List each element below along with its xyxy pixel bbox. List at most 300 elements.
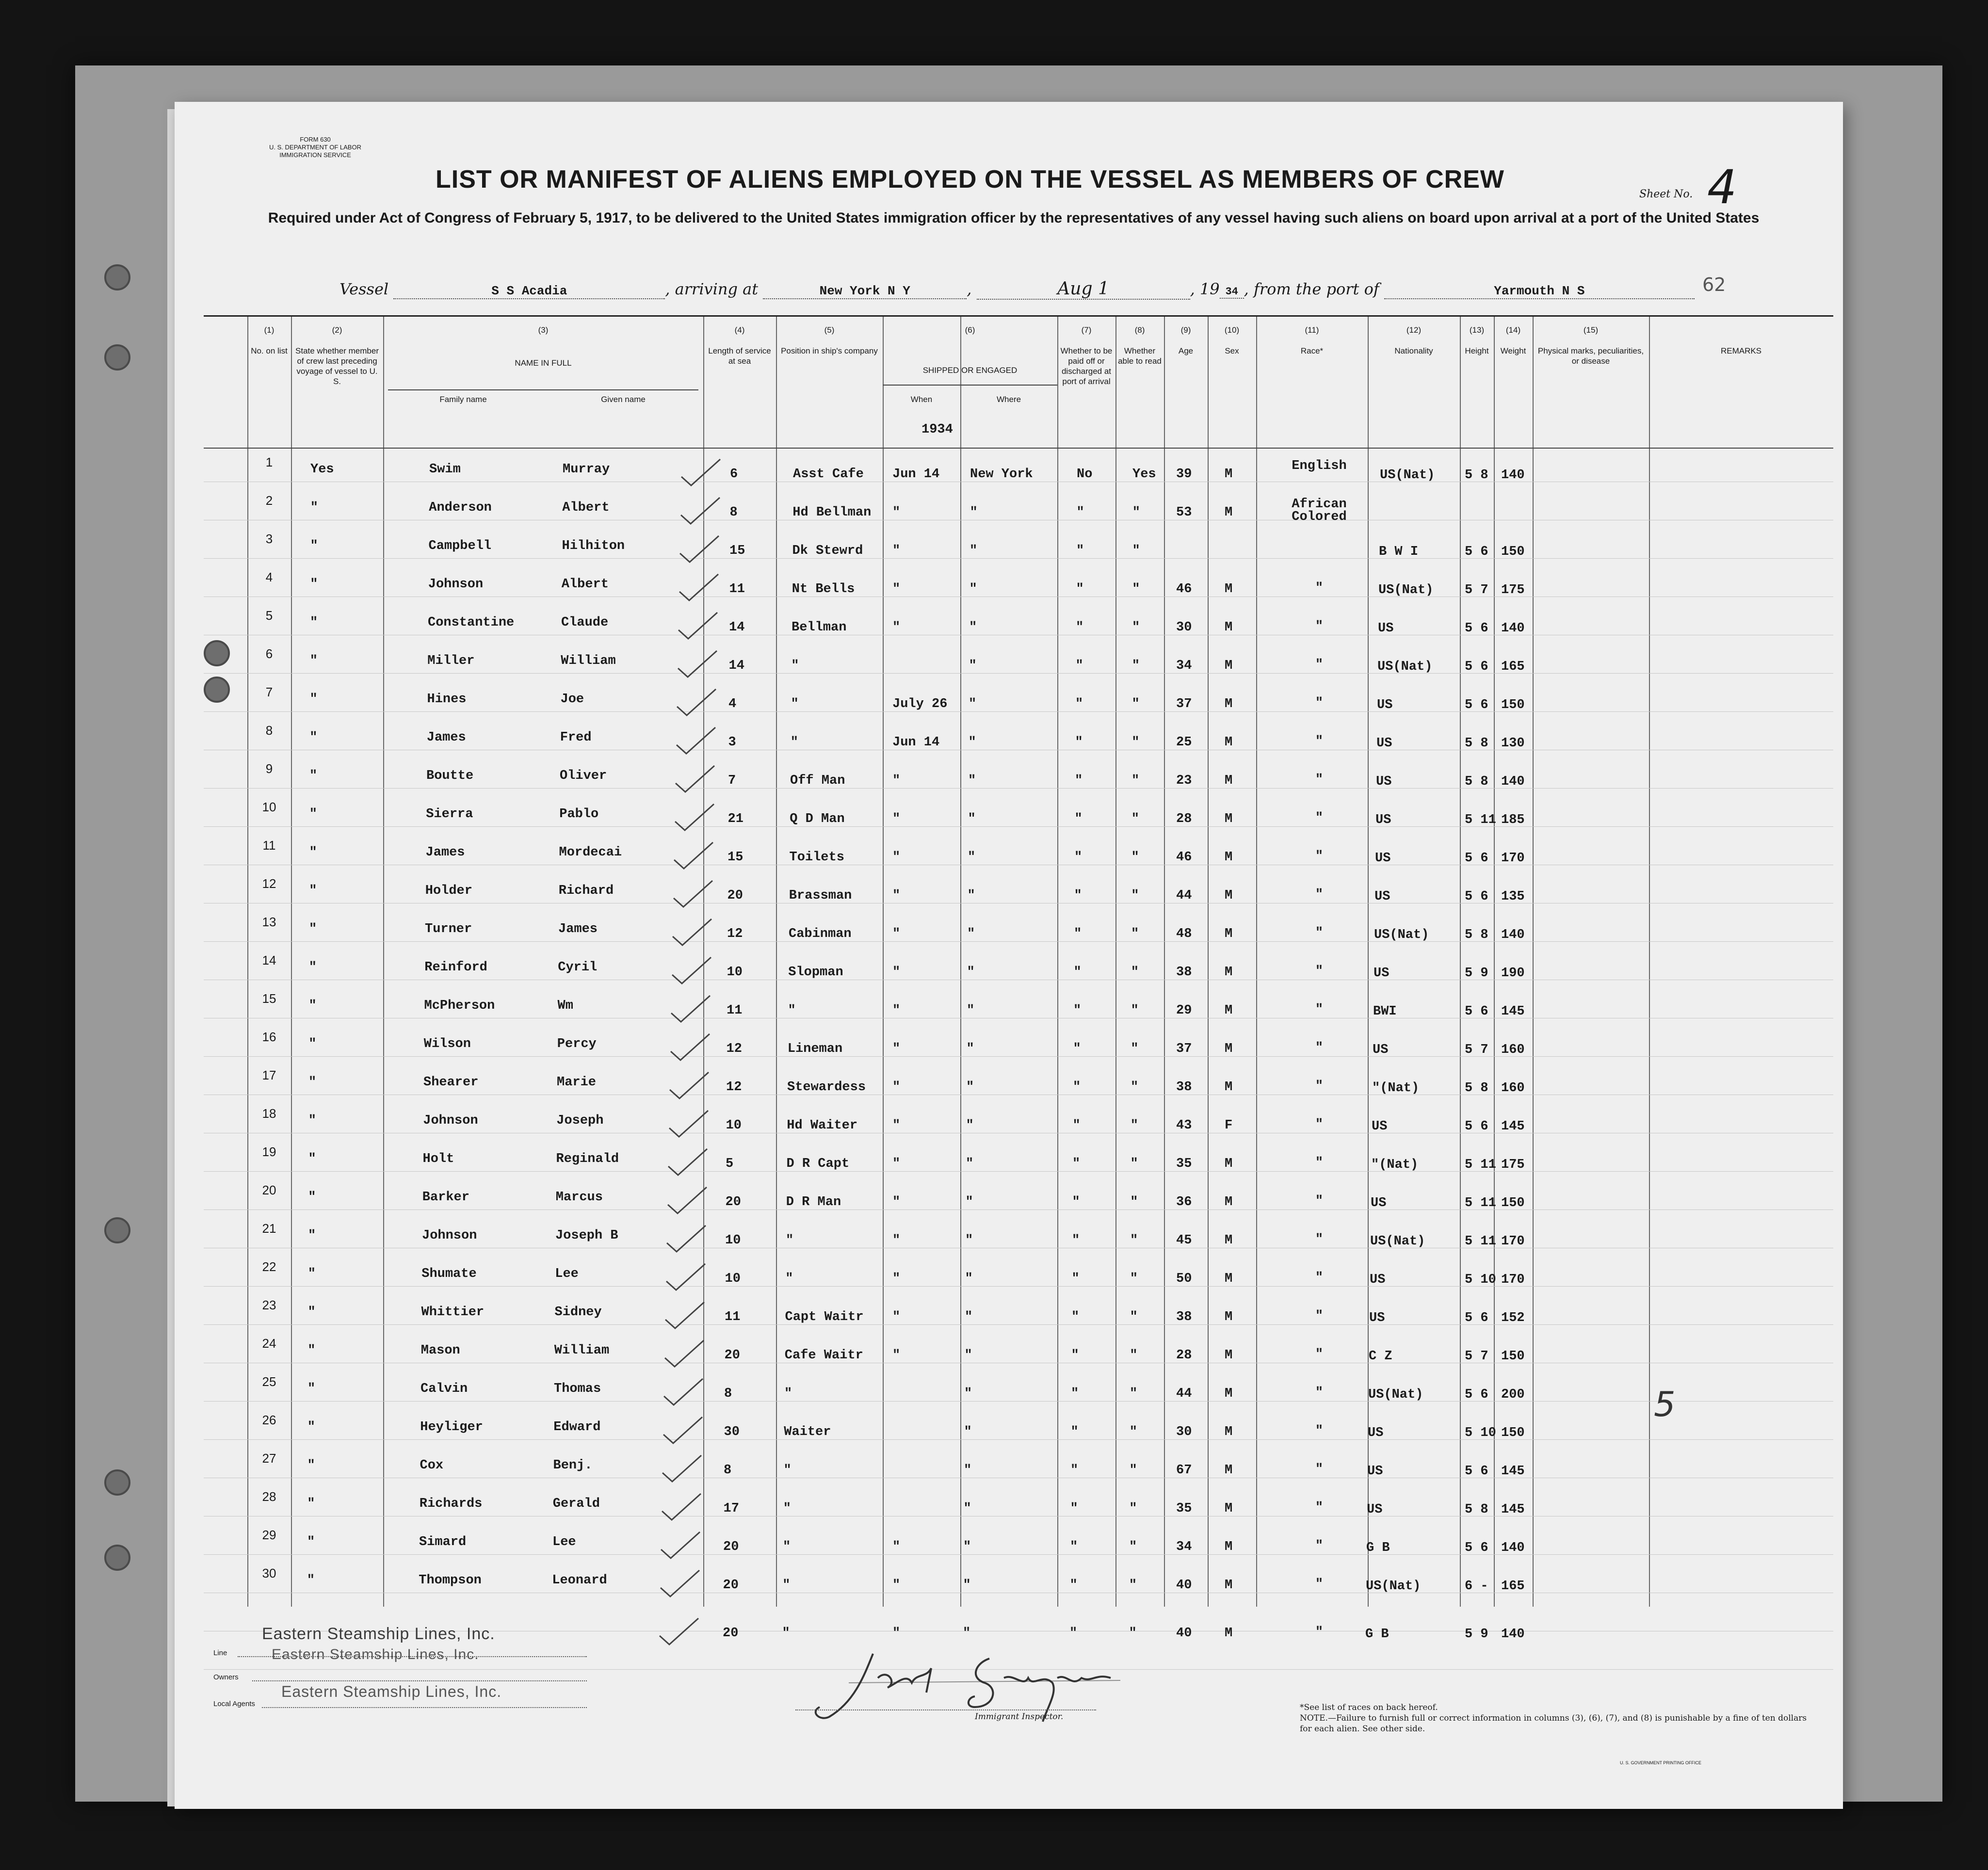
previous-voyage-cell: " xyxy=(310,539,318,553)
weight-cell: 160 xyxy=(1501,1081,1525,1096)
agents-value: Eastern Steamship Lines, Inc. xyxy=(281,1683,502,1700)
nationality-cell: US xyxy=(1369,1311,1385,1325)
previous-voyage-cell: " xyxy=(308,1037,317,1051)
family-name-cell: Campbell xyxy=(428,539,492,553)
check-mark xyxy=(658,1568,702,1597)
service-length-cell: 5 xyxy=(726,1157,734,1171)
family-name-cell: Holder xyxy=(425,884,472,898)
race-cell: " xyxy=(1315,696,1324,710)
position-cell: " xyxy=(791,659,799,673)
given-name-cell: Lee xyxy=(555,1267,579,1281)
weight-cell: 145 xyxy=(1501,1464,1525,1479)
able-to-read-cell: " xyxy=(1131,1042,1139,1056)
height-cell: 5 9 xyxy=(1465,966,1488,981)
row-number: 11 xyxy=(262,838,276,853)
shipped-where-cell: " xyxy=(966,1080,974,1095)
previous-voyage-cell: " xyxy=(309,692,318,707)
previous-voyage-cell: " xyxy=(307,1458,315,1473)
previous-voyage-cell: " xyxy=(309,730,318,745)
able-to-read-cell: " xyxy=(1129,1425,1137,1439)
nationality-cell: US(Nat) xyxy=(1377,660,1433,674)
shipped-when-cell: " xyxy=(892,505,901,520)
position-cell: " xyxy=(782,1578,791,1593)
given-name-cell: Albert xyxy=(562,500,610,515)
race-cell: English xyxy=(1292,459,1347,473)
position-cell: " xyxy=(783,1463,792,1478)
shipped-where-cell: " xyxy=(965,1272,973,1286)
nationality-cell: US xyxy=(1368,1426,1384,1440)
height-cell: 5 6 xyxy=(1465,1541,1488,1555)
family-name-cell: Swim xyxy=(429,462,461,477)
row-number: 23 xyxy=(262,1298,276,1312)
given-name-cell: James xyxy=(558,922,598,936)
able-to-read-cell: " xyxy=(1131,965,1139,980)
shipped-when-cell: " xyxy=(892,1272,901,1286)
row-number: 1 xyxy=(265,455,273,469)
column-header: Length of service at sea xyxy=(708,346,771,366)
previous-voyage-cell: " xyxy=(309,769,318,783)
previous-voyage-cell: " xyxy=(307,1420,315,1435)
paid-off-cell: " xyxy=(1072,1233,1080,1248)
height-cell: 5 6 xyxy=(1465,698,1488,712)
family-name-cell: Mason xyxy=(420,1343,460,1358)
height-cell: 5 11 xyxy=(1465,1234,1496,1249)
sex-cell: M xyxy=(1225,812,1233,826)
signature-underline xyxy=(795,1709,1096,1710)
paid-off-cell: " xyxy=(1070,1540,1078,1554)
sex-cell: M xyxy=(1225,505,1233,520)
age-cell: 36 xyxy=(1176,1195,1192,1209)
family-name-cell: Sierra xyxy=(426,807,473,822)
age-cell: 35 xyxy=(1176,1157,1192,1171)
nationality-cell: US xyxy=(1374,889,1390,904)
race-cell: " xyxy=(1315,1347,1324,1362)
sex-cell: M xyxy=(1225,1042,1233,1056)
race-cell: " xyxy=(1315,1117,1324,1132)
shipped-when-cell: Jun 14 xyxy=(892,735,940,750)
sex-cell: M xyxy=(1225,965,1233,980)
given-name-cell: Joe xyxy=(560,692,584,707)
row-rule xyxy=(204,1324,1833,1325)
sex-cell: M xyxy=(1225,1003,1233,1018)
row-number: 29 xyxy=(262,1528,276,1542)
sex-cell: M xyxy=(1225,467,1233,482)
paid-off-cell: No xyxy=(1077,467,1093,482)
column-divider xyxy=(383,317,384,1607)
shipped-where-cell: " xyxy=(966,1042,974,1056)
shipped-where-cell: " xyxy=(963,1540,971,1554)
owners-value: Eastern Steamship Lines, Inc. xyxy=(272,1646,479,1662)
service-text: IMMIGRATION SERVICE xyxy=(279,151,351,159)
check-mark xyxy=(668,1032,712,1061)
row-rule xyxy=(204,941,1833,942)
weight-cell: 150 xyxy=(1501,1196,1525,1210)
row-number: 21 xyxy=(262,1221,276,1236)
position-cell: " xyxy=(783,1501,791,1516)
shipped-when-cell: " xyxy=(892,1540,901,1554)
given-name-cell: Edward xyxy=(553,1420,601,1435)
shipped-when-cell: " xyxy=(892,1578,901,1593)
sex-cell: F xyxy=(1225,1118,1233,1133)
able-to-read-cell: " xyxy=(1132,582,1140,596)
position-cell: Bellman xyxy=(792,620,847,635)
column-number: (6) xyxy=(965,325,975,335)
agents-underline xyxy=(262,1707,587,1708)
previous-voyage-cell: " xyxy=(310,500,318,515)
family-name-cell: Barker xyxy=(422,1190,469,1205)
height-cell: 5 6 xyxy=(1465,889,1488,904)
shipped-where-cell: " xyxy=(967,888,975,903)
height-cell: 5 8 xyxy=(1465,468,1488,483)
row-rule xyxy=(204,1401,1833,1402)
position-cell: " xyxy=(783,1540,791,1554)
service-length-cell: 12 xyxy=(727,927,743,941)
from-label: , from the port of xyxy=(1244,280,1379,298)
shipped-where-cell: " xyxy=(968,774,976,788)
able-to-read-cell: " xyxy=(1132,505,1140,520)
family-name-cell: Shumate xyxy=(421,1267,477,1281)
age-cell: 45 xyxy=(1176,1233,1192,1248)
sex-cell: M xyxy=(1225,1195,1233,1209)
sex-cell: M xyxy=(1225,697,1233,711)
sex-cell: M xyxy=(1225,582,1233,596)
given-name-cell: Thomas xyxy=(554,1382,601,1396)
shipped-where-cell: " xyxy=(967,965,975,980)
paid-off-cell: " xyxy=(1069,1626,1078,1641)
row-number: 19 xyxy=(262,1145,276,1159)
sex-cell: M xyxy=(1225,1233,1233,1248)
previous-voyage-cell: " xyxy=(308,1075,317,1090)
sex-cell: M xyxy=(1225,1157,1233,1171)
shipped-when-cell: Jun 14 xyxy=(892,467,940,482)
races-note: *See list of races on back hereof. xyxy=(1300,1703,1438,1712)
age-cell: 40 xyxy=(1176,1578,1192,1593)
position-cell: Hd Bellman xyxy=(792,505,872,520)
position-cell: " xyxy=(791,697,799,711)
age-cell: 28 xyxy=(1176,1348,1192,1363)
family-name-cell: Cox xyxy=(420,1458,444,1473)
able-to-read-cell: " xyxy=(1129,1578,1137,1593)
row-number: 20 xyxy=(262,1183,276,1197)
position-cell: Stewardess xyxy=(787,1080,866,1095)
race-cell: " xyxy=(1315,1041,1324,1055)
column-number: (5) xyxy=(824,325,835,335)
race-cell: " xyxy=(1315,1194,1324,1209)
age-cell: 29 xyxy=(1176,1003,1192,1018)
check-mark xyxy=(660,1453,704,1483)
row-number: 4 xyxy=(265,570,273,584)
paid-off-cell: " xyxy=(1073,965,1082,980)
service-length-cell: 20 xyxy=(723,1578,739,1593)
family-name-cell: Wilson xyxy=(423,1037,471,1051)
column-number: (8) xyxy=(1134,325,1145,335)
row-number: 13 xyxy=(262,915,276,929)
race-cell: " xyxy=(1315,1625,1324,1640)
column-divider xyxy=(1649,317,1650,1607)
nationality-cell: US xyxy=(1370,1273,1386,1287)
height-cell: 5 6 xyxy=(1465,545,1488,559)
position-cell: Cabinman xyxy=(789,927,852,941)
family-name-cell: Boutte xyxy=(426,769,474,783)
able-to-read-cell: " xyxy=(1132,544,1140,558)
height-cell: 5 6 xyxy=(1465,851,1488,866)
column-number: (11) xyxy=(1305,325,1319,335)
shipped-where-cell: " xyxy=(967,1003,975,1018)
nationality-cell: US xyxy=(1373,1043,1389,1057)
column-header: No. on list xyxy=(251,346,288,355)
paid-off-cell: " xyxy=(1074,927,1082,941)
form-number xyxy=(242,136,388,159)
sex-cell: M xyxy=(1225,927,1233,941)
stamp-number: 62 xyxy=(1702,274,1726,295)
row-rule xyxy=(204,826,1833,827)
weight-cell: 170 xyxy=(1501,851,1525,866)
sex-cell: M xyxy=(1225,1080,1233,1095)
family-name-cell: Miller xyxy=(427,654,475,668)
header-divider xyxy=(204,448,1833,449)
family-name-cell: McPherson xyxy=(424,999,495,1013)
previous-voyage-cell: " xyxy=(308,1228,316,1243)
shipped-when-cell: " xyxy=(892,1348,901,1363)
row-number: 17 xyxy=(262,1068,276,1082)
row-number: 6 xyxy=(265,646,273,661)
height-cell: 5 6 xyxy=(1465,1311,1488,1325)
able-to-read-cell: " xyxy=(1130,1118,1138,1133)
column-divider xyxy=(1256,317,1257,1607)
race-cell: " xyxy=(1315,1156,1324,1170)
shipped-where-cell: " xyxy=(968,812,976,826)
age-cell: 34 xyxy=(1176,659,1192,673)
given-name-cell: Leonard xyxy=(552,1573,607,1588)
column-divider xyxy=(291,317,292,1607)
race-cell: " xyxy=(1315,1232,1324,1247)
row-number: 25 xyxy=(262,1374,276,1389)
previous-voyage-cell: " xyxy=(309,654,318,668)
race-cell: " xyxy=(1315,658,1324,672)
nationality-cell: US xyxy=(1376,774,1392,789)
age-cell: 44 xyxy=(1176,1386,1192,1401)
paid-off-cell: " xyxy=(1075,774,1083,788)
shipped-when-cell: " xyxy=(892,620,901,635)
race-cell: " xyxy=(1315,1386,1324,1400)
nationality-cell: BWI xyxy=(1373,1004,1397,1019)
service-length-cell: 11 xyxy=(725,1310,741,1324)
weight-cell: 175 xyxy=(1501,583,1525,597)
family-name-cell: Anderson xyxy=(429,500,492,515)
given-name-cell: Claude xyxy=(561,615,609,630)
where-header: Where xyxy=(996,395,1021,404)
nationality-cell: US(Nat) xyxy=(1374,928,1429,942)
height-cell: 5 7 xyxy=(1465,1043,1488,1057)
race-cell: " xyxy=(1315,964,1324,979)
check-mark xyxy=(666,1147,710,1176)
given-name-cell: Reginald xyxy=(556,1152,619,1166)
column-divider xyxy=(1494,317,1495,1607)
age-cell: 67 xyxy=(1176,1463,1192,1478)
shipped-where-cell: " xyxy=(966,1157,974,1171)
check-mark xyxy=(662,1377,705,1406)
family-name-cell: Heyliger xyxy=(420,1420,483,1435)
previous-voyage-cell: " xyxy=(309,922,317,936)
previous-voyage-cell: " xyxy=(307,1382,316,1396)
position-cell: Off Man xyxy=(790,774,845,788)
check-mark xyxy=(664,1224,708,1253)
shipped-when-cell: " xyxy=(892,1157,901,1171)
age-cell: 25 xyxy=(1176,735,1192,750)
nationality-cell: US(Nat) xyxy=(1370,1234,1425,1249)
shipped-when-cell: " xyxy=(892,812,901,826)
previous-voyage-cell: Yes xyxy=(310,462,334,477)
nationality-cell: US xyxy=(1374,966,1390,981)
paid-off-cell: " xyxy=(1070,1463,1079,1478)
service-length-cell: 20 xyxy=(727,888,743,903)
height-cell: 5 7 xyxy=(1465,1349,1488,1364)
service-length-cell: 8 xyxy=(724,1386,732,1401)
service-length-cell: 10 xyxy=(727,965,743,980)
shipped-when-cell: " xyxy=(892,1310,901,1324)
age-cell: 43 xyxy=(1176,1118,1192,1133)
column-number: (12) xyxy=(1406,325,1422,335)
sex-cell: M xyxy=(1225,774,1233,788)
column-divider xyxy=(1460,317,1461,1607)
sex-cell: M xyxy=(1225,1463,1233,1478)
able-to-read-cell: " xyxy=(1129,1540,1137,1554)
row-rule xyxy=(204,1554,1833,1555)
given-name-cell: Albert xyxy=(561,577,609,592)
position-cell: Hd Waiter xyxy=(787,1118,858,1133)
given-name-cell: Marcus xyxy=(555,1190,603,1205)
check-mark xyxy=(679,496,722,525)
row-number: 16 xyxy=(262,1030,276,1044)
nationality-cell: US xyxy=(1371,1196,1387,1210)
age-cell: 28 xyxy=(1176,812,1192,826)
sex-cell: M xyxy=(1225,1272,1233,1286)
given-name-cell: William xyxy=(561,654,616,668)
page-title: LIST OR MANIFEST OF ALIENS EMPLOYED ON THE VESSEL AS MEMBERS OF CREW xyxy=(436,165,1504,193)
check-mark xyxy=(674,725,718,755)
previous-voyage-cell: " xyxy=(310,615,318,630)
service-length-cell: 3 xyxy=(728,735,736,750)
previous-voyage-cell: " xyxy=(310,577,318,592)
paid-off-cell: " xyxy=(1073,1003,1082,1018)
column-header: NAME IN FULL xyxy=(515,358,572,368)
nationality-cell: US(Nat) xyxy=(1368,1387,1423,1402)
check-mark xyxy=(676,611,720,640)
age-cell: 53 xyxy=(1176,505,1192,520)
column-header: Height xyxy=(1465,346,1489,355)
shipped-where-cell: " xyxy=(965,1233,973,1248)
race-cell: " xyxy=(1315,1309,1324,1323)
race-cell: " xyxy=(1315,734,1324,749)
paid-off-cell: " xyxy=(1071,1348,1079,1363)
footer-notes xyxy=(1300,1702,1814,1734)
penalty-note: NOTE.—Failure to furnish full or correct information in columns (3), (6), (7), and (8) is punishable by a fine of ten dollars for each alien. See other side. xyxy=(1300,1713,1807,1734)
row-number: 28 xyxy=(262,1489,276,1504)
position-cell: " xyxy=(782,1626,790,1641)
service-length-cell: 15 xyxy=(729,544,745,558)
able-to-read-cell: " xyxy=(1131,735,1140,750)
service-length-cell: 12 xyxy=(726,1080,742,1095)
check-mark xyxy=(667,1070,711,1099)
shipped-where-cell: " xyxy=(969,582,977,596)
height-cell: 5 8 xyxy=(1465,1081,1488,1096)
row-number: 22 xyxy=(262,1259,276,1274)
paid-off-cell: " xyxy=(1076,544,1084,558)
nationality-cell: US(Nat) xyxy=(1378,583,1434,597)
service-length-cell: 14 xyxy=(729,620,745,635)
previous-voyage-cell: " xyxy=(307,1535,315,1549)
check-mark xyxy=(675,687,718,716)
row-number: 30 xyxy=(262,1566,276,1580)
nationality-cell: US(Nat) xyxy=(1380,468,1435,483)
position-cell: D R Man xyxy=(786,1195,841,1209)
height-cell: 5 9 xyxy=(1465,1627,1488,1642)
column-header: State whether member of crew last preceding voyage of vessel to U. S. xyxy=(295,346,379,386)
paid-off-cell: " xyxy=(1073,1042,1081,1056)
given-name-cell: Fred xyxy=(560,730,592,745)
shipped-where-cell: " xyxy=(967,927,975,941)
column-divider xyxy=(1164,317,1165,1607)
weight-cell: 140 xyxy=(1501,621,1525,636)
column-header: Weight xyxy=(1500,346,1526,355)
sex-cell: M xyxy=(1225,1310,1233,1324)
sex-cell: M xyxy=(1225,1348,1233,1363)
able-to-read-cell: " xyxy=(1131,1003,1139,1018)
column-header: Nationality xyxy=(1394,346,1433,355)
shipped-where-cell: " xyxy=(970,544,978,558)
remark-mark: 5 xyxy=(1654,1385,1676,1424)
shipped-when-cell: " xyxy=(892,1003,901,1018)
able-to-read-cell: " xyxy=(1131,812,1139,826)
weight-cell: 145 xyxy=(1501,1119,1525,1134)
age-cell: 44 xyxy=(1176,888,1192,903)
paid-off-cell: " xyxy=(1071,1272,1080,1286)
given-name-cell: Gerald xyxy=(552,1497,600,1511)
service-length-cell: 14 xyxy=(728,659,744,673)
shipped-where-cell: " xyxy=(963,1578,971,1593)
sheet-number: 4 xyxy=(1707,160,1737,214)
weight-cell: 140 xyxy=(1501,468,1525,483)
able-to-read-cell: " xyxy=(1130,1386,1138,1401)
weight-cell: 175 xyxy=(1501,1158,1525,1172)
weight-cell: 140 xyxy=(1501,928,1525,942)
given-name-cell: Richard xyxy=(558,884,614,898)
weight-cell: 135 xyxy=(1501,889,1525,904)
position-cell: Q D Man xyxy=(790,812,845,826)
check-mark xyxy=(657,1616,701,1645)
paid-off-cell: " xyxy=(1070,1425,1079,1439)
age-cell: 46 xyxy=(1176,582,1192,596)
sex-cell: M xyxy=(1225,1578,1233,1593)
nationality-cell: US xyxy=(1375,813,1391,827)
column-divider xyxy=(247,317,248,1607)
race-cell: African Colored xyxy=(1292,497,1347,524)
family-name-cell: Constantine xyxy=(428,615,515,630)
nationality-cell: B W I xyxy=(1379,545,1419,559)
check-mark xyxy=(670,955,713,984)
sex-cell: M xyxy=(1225,1425,1233,1439)
paid-off-cell: " xyxy=(1075,697,1083,711)
owners-label: Owners xyxy=(213,1673,239,1681)
column-header: Whether able to read xyxy=(1118,346,1162,366)
age-cell: 40 xyxy=(1176,1626,1192,1641)
row-rule xyxy=(204,788,1833,789)
family-name-cell: Thompson xyxy=(419,1573,482,1588)
column-number: (1) xyxy=(264,325,275,335)
column-divider xyxy=(1057,317,1058,1607)
shipped-when-cell: " xyxy=(892,1042,901,1056)
nationality-cell: "(Nat) xyxy=(1372,1081,1420,1096)
